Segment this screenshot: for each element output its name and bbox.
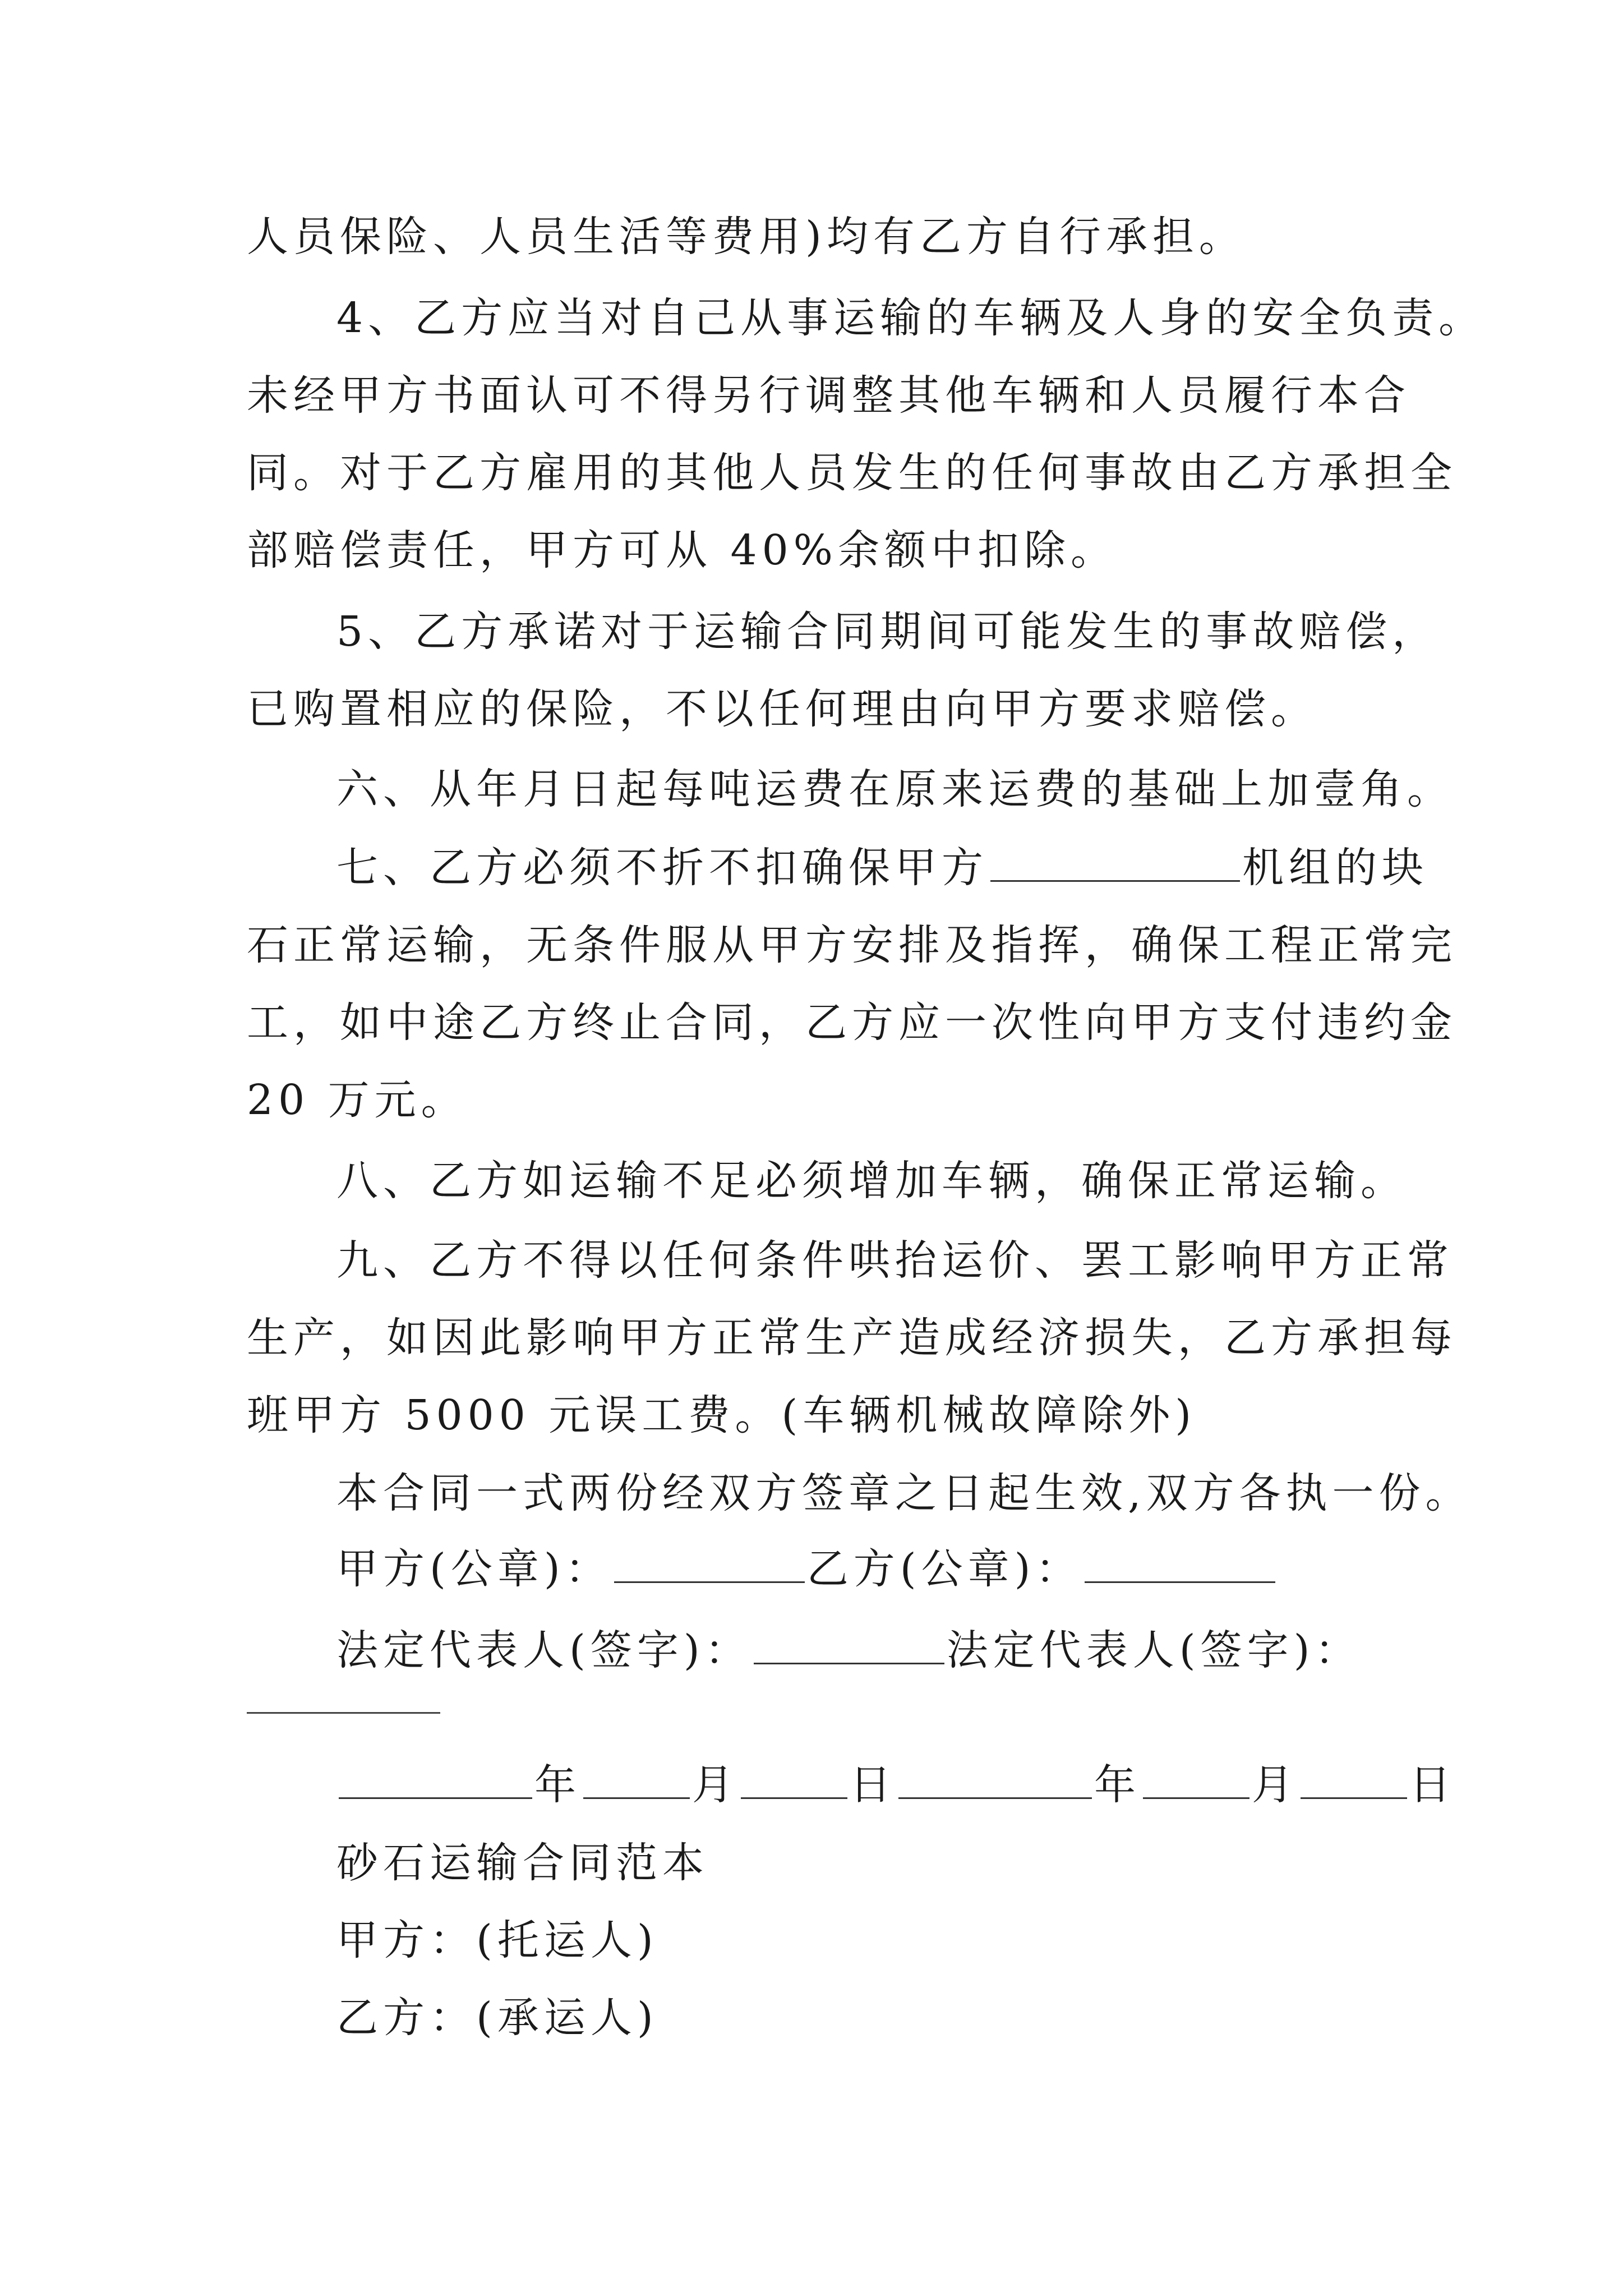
representative-line (336, 1626, 1362, 1674)
clause-5-line-2: 已购置相应的保险，不以任何理由向甲方要求赔偿。 (247, 685, 1317, 733)
clause-7-pre: 七、乙方必须不折不扣确保甲方 (336, 844, 988, 892)
rep-a-label: 法定代表人(签字)： (336, 1626, 751, 1674)
clause-6-line: 六、从年月日起每吨运费在原来运费的基础上加壹角。 (336, 765, 1454, 813)
clause-9-line-1: 九、乙方不得以任何条件哄抬运价、罢工影响甲方正常 (336, 1236, 1454, 1285)
clause-8-line: 八、乙方如运输不足必须增加车辆，确保正常运输。 (336, 1157, 1407, 1205)
clause-7-line-2: 石正常运输，无条件服从甲方安排及指挥，确保工程正常完 (247, 921, 1457, 969)
month-a-blank[interactable] (583, 1765, 690, 1799)
clause-5-line-1: 5、乙方承诺对于运输合同期间可能发生的事故赔偿， (336, 608, 1439, 656)
clause-7-post: 机组的块 (1242, 844, 1428, 892)
party-a-seal-label: 甲方(公章)： (336, 1545, 612, 1593)
year-a-blank[interactable] (339, 1765, 532, 1799)
day-a-blank[interactable] (741, 1765, 847, 1799)
clause-4-line-3: 同。对于乙方雇用的其他人员发生的任何事故由乙方承担全 (247, 449, 1457, 497)
year-b-label: 年 (1094, 1761, 1141, 1809)
clause-7-line-3: 工，如中途乙方终止合同，乙方应一次性向甲方支付违约金 (247, 999, 1457, 1047)
party-b-seal-blank[interactable] (1085, 1549, 1275, 1583)
clause-7-line-4: 20 万元。 (247, 1076, 468, 1124)
month-b-blank[interactable] (1143, 1765, 1249, 1799)
unit-blank[interactable] (990, 848, 1240, 882)
carrier-line: 乙方：(承运人) (336, 1994, 658, 2042)
month-a-label: 月 (692, 1761, 739, 1809)
day-b-label: 日 (1409, 1761, 1456, 1809)
day-a-label: 日 (850, 1761, 896, 1809)
year-a-label: 年 (534, 1761, 581, 1809)
year-b-blank[interactable] (898, 1765, 1092, 1799)
month-b-label: 月 (1252, 1761, 1298, 1809)
clause-4-line-2: 未经甲方书面认可不得另行调整其他车辆和人员履行本合 (247, 371, 1410, 420)
clause-9-line-3: 班甲方 5000 元误工费。(车辆机械故障除外) (247, 1391, 1197, 1439)
day-b-blank[interactable] (1301, 1765, 1407, 1799)
clause-9-line-2: 生产，如因此影响甲方正常生产造成经济损失，乙方承担每 (247, 1314, 1457, 1362)
clause-4-line-4: 部赔偿责任，甲方可从 40%余额中扣除。 (247, 526, 1117, 574)
rep-b-blank[interactable] (247, 1712, 440, 1714)
date-line (336, 1761, 1456, 1809)
shipper-line: 甲方：(托运人) (336, 1916, 658, 1964)
party-a-seal-blank[interactable] (614, 1549, 805, 1583)
text-line-1: 人员保险、人员生活等费用)均有乙方自行承担。 (247, 213, 1246, 261)
rep-b-label: 法定代表人(签字)： (946, 1626, 1362, 1674)
party-b-seal-label: 乙方(公章)： (806, 1545, 1082, 1593)
next-contract-title: 砂石运输合同范本 (336, 1839, 709, 1887)
clause-7-line-1 (336, 844, 1428, 892)
clause-4-line-1: 4、乙方应当对自己从事运输的车辆及人身的安全负责。 (336, 294, 1486, 342)
rep-a-blank[interactable] (754, 1630, 944, 1664)
effective-clause: 本合同一式两份经双方签章之日起生效,双方各执一份。 (336, 1469, 1472, 1517)
seal-line (336, 1545, 1278, 1593)
